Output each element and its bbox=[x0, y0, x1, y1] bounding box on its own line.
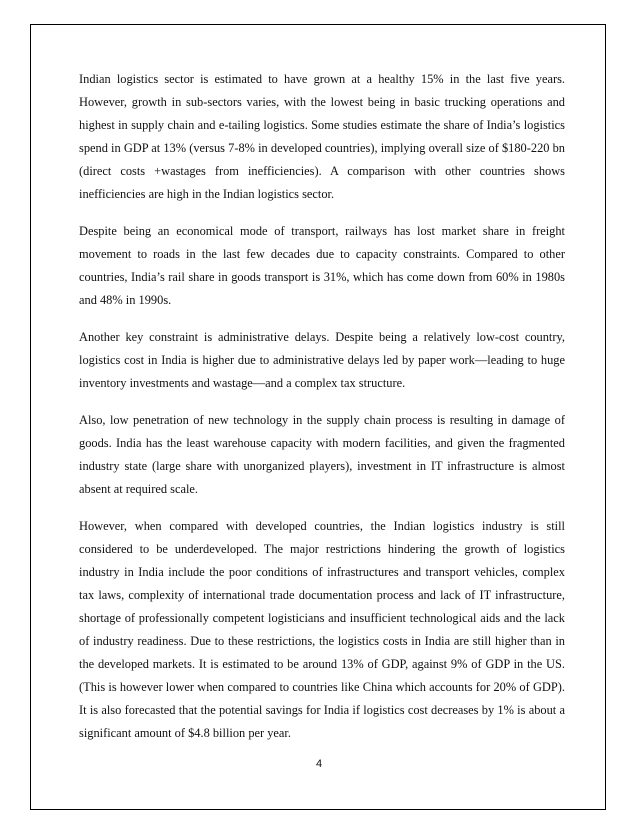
paragraph-underdeveloped: However, when compared with developed countries, the Indian logistics industry is still considered to be underdeveloped. The major restrictions hindering the growth of logistics industry in India include the poor conditions of infrastructures and transport vehicles, complex tax laws, complexity of international trade documentation process and lack of IT infrastructure, shortage of professionally competent logisticians and insufficient technological aids and the lack of industry readiness. Due to these restrictions, the logistics costs in India are still higher than in the developed markets. It is estimated to be around 13% of GDP, against 9% of GDP in the US. (This is however lower when compared to countries like China which accounts for 20% of GDP). It is also forecasted that the potential savings for India if logistics cost decreases by 1% is about a significant amount of $4.8 billion per year. bbox=[79, 519, 565, 740]
paragraph-administrative-delays: Another key constraint is administrative delays. Despite being a relatively low-cost country, logistics cost in India is higher due to administrative delays led by paper work—leading to huge inventory investments and wastage—and a complex tax structure. bbox=[79, 330, 565, 390]
document-body bbox=[79, 68, 565, 759]
paragraph-technology: Also, low penetration of new technology in the supply chain process is resulting in damage of goods. India has the least warehouse capacity with modern facilities, and given the fragmented industry state (large share with unorganized players), investment in IT infrastructure is almost absent at required scale. bbox=[79, 413, 565, 496]
page-number: 4 bbox=[315, 758, 323, 770]
paragraph-railways: Despite being an economical mode of transport, railways has lost market share in freight movement to roads in the last few decades due to capacity constraints. Compared to other countries, India’s rail share in goods transport is 31%, which has come down from 60% in 1980s and 48% in 1990s. bbox=[79, 224, 565, 307]
paragraph-logistics-growth: Indian logistics sector is estimated to have grown at a healthy 15% in the last five years. However, growth in sub-sectors varies, with the lowest being in basic trucking operations and highest in supply chain and e-tailing logistics. Some studies estimate the share of India’s logistics spend in GDP at 13% (versus 7-8% in developed countries), implying overall size of $180-220 bn (direct costs +wastages from inefficiencies). A comparison with other countries shows inefficiencies are high in the Indian logistics sector. bbox=[79, 72, 565, 201]
